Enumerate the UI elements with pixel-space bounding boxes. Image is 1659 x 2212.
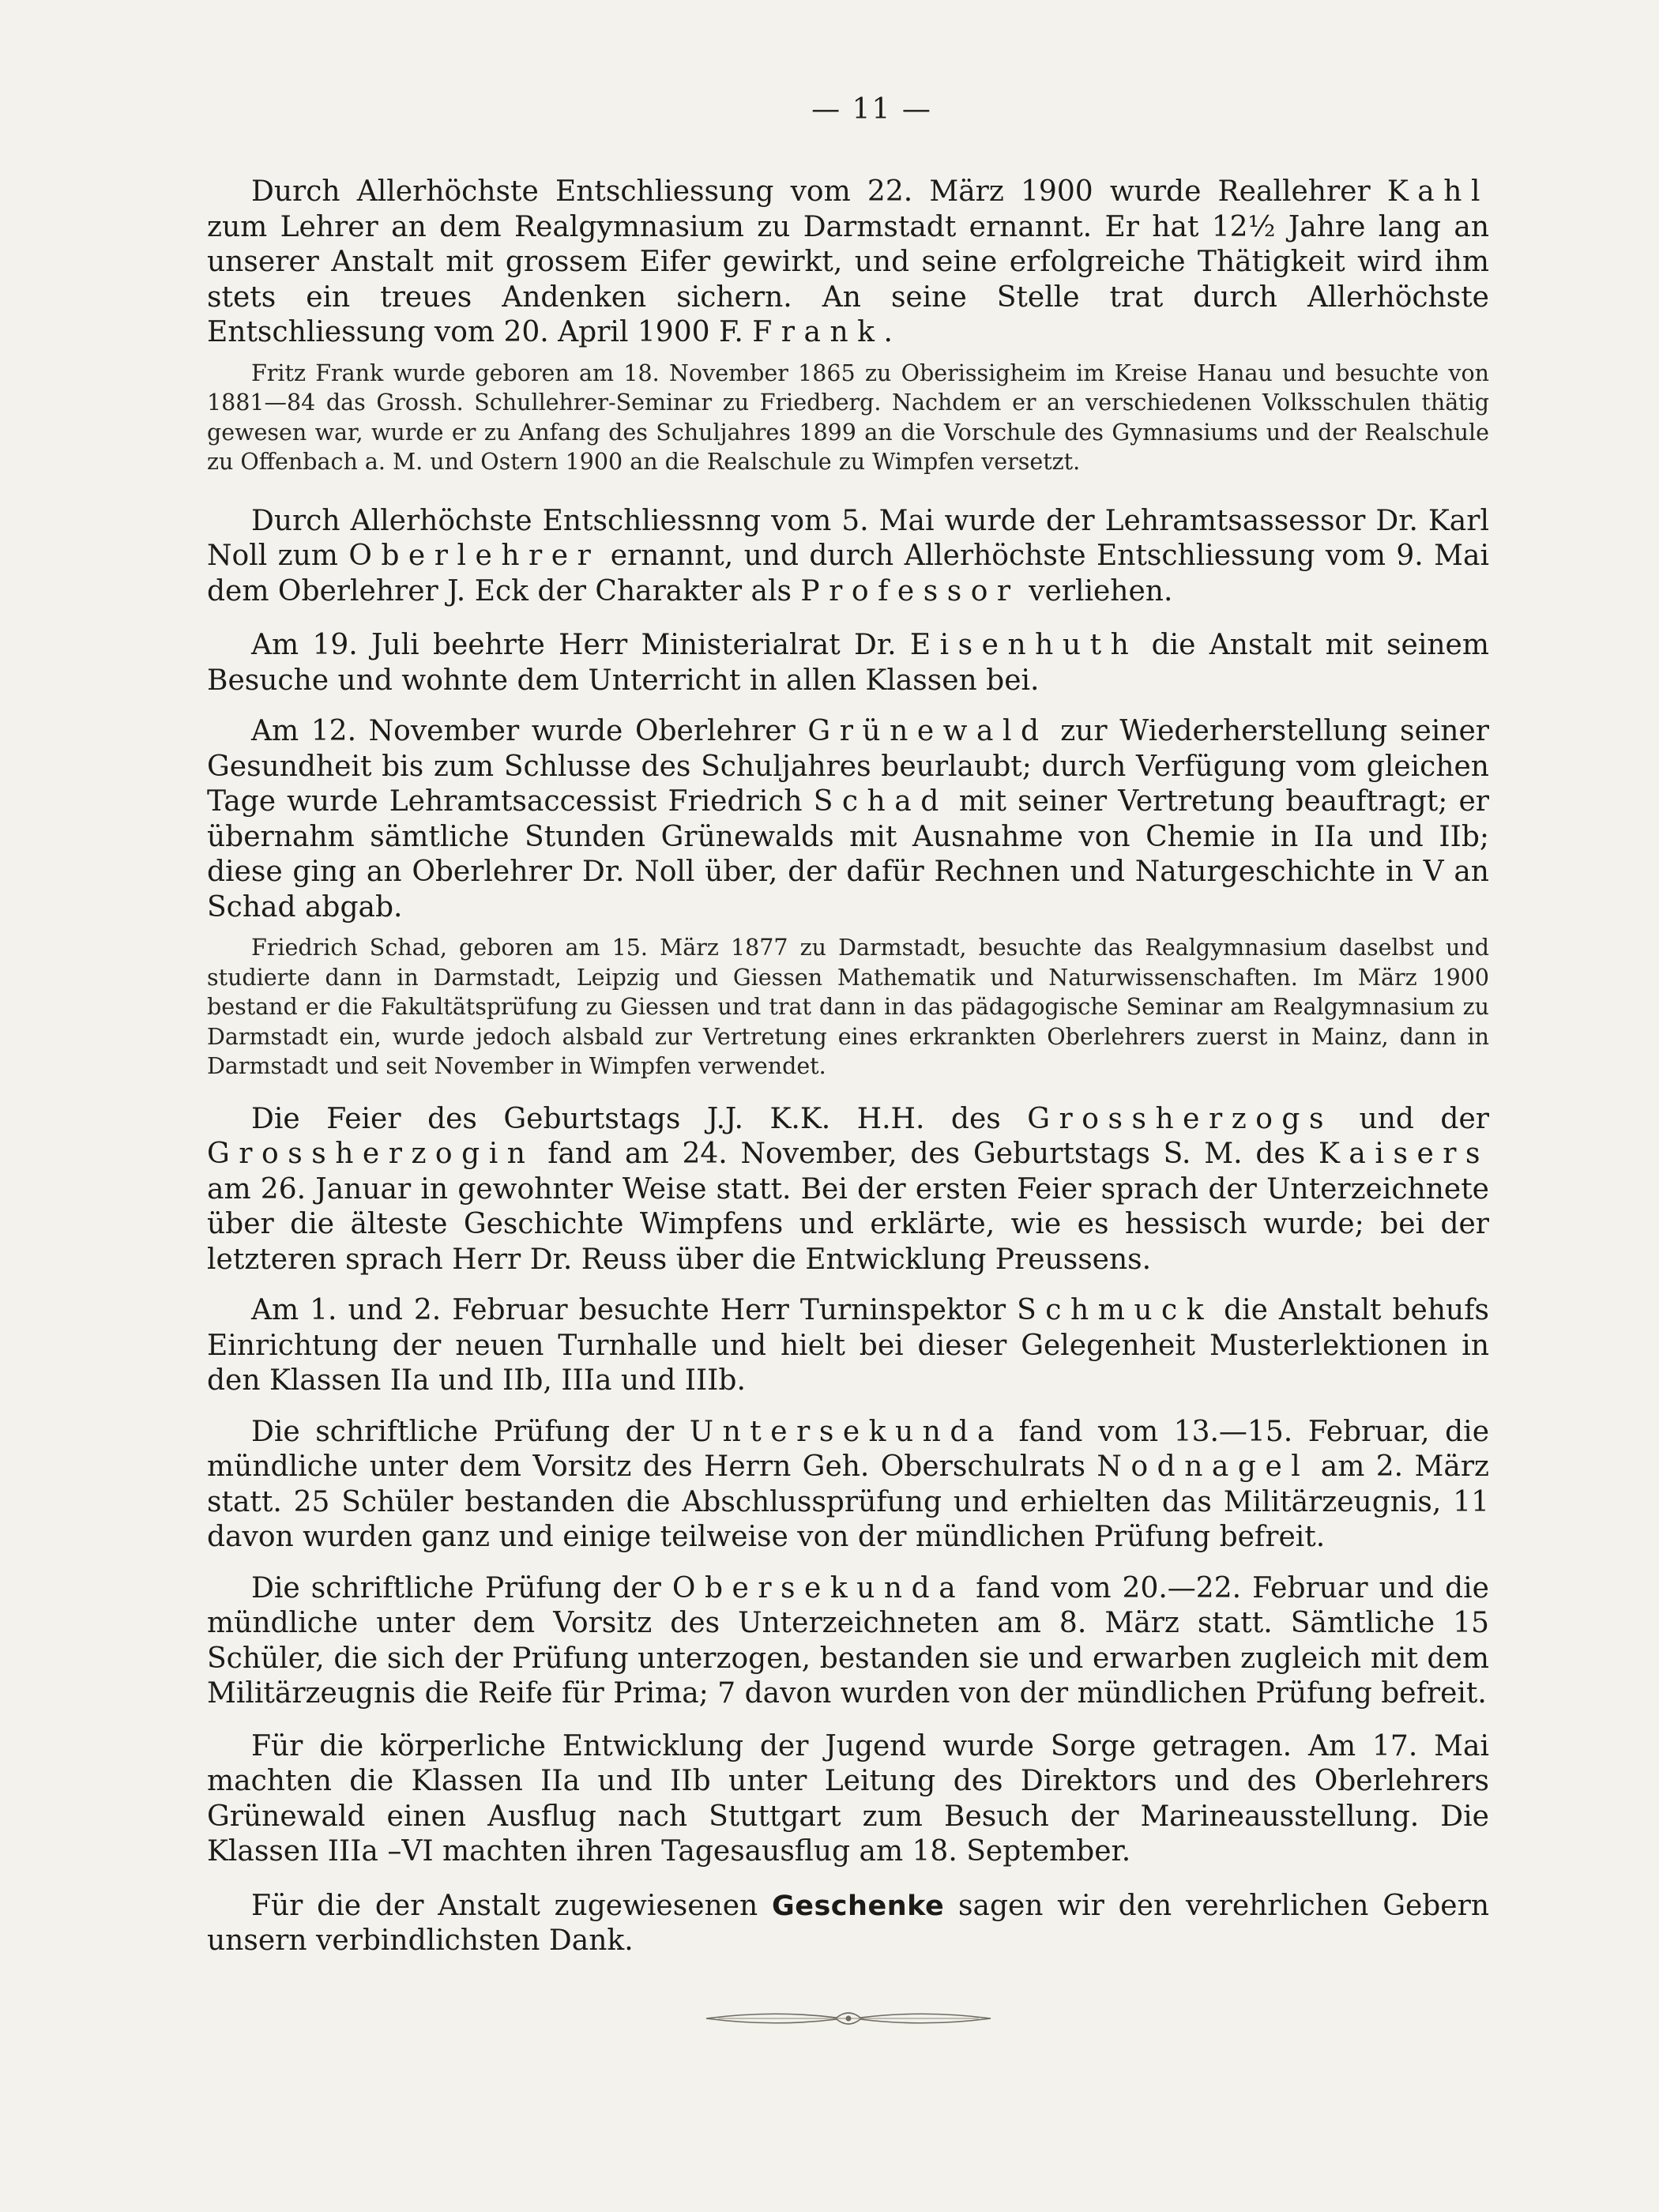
text-run: fand vom 20.—22. Februar und die mündliche unter dem Vorsitz des Unterzeichneten am 8. März statt. Sämtliche 15 Schüler, die sich der Prüfung unterzogen, bestanden sie und erwarben zugleich mit dem Militärzeugnis die Reife für Prima; 7 davon wurden von der mündlichen Prüfung befreit. bbox=[207, 1571, 1489, 1710]
body-paragraph bbox=[207, 175, 1489, 351]
text-run: ernannt, und durch Allerhöchste Entschliessung vom 9. Mai dem Oberlehrer J. Eck der Charakter als bbox=[207, 540, 1489, 608]
spaced-name: Schmuck bbox=[1017, 1294, 1213, 1326]
text-run: Die schriftliche Prüfung der bbox=[251, 1571, 672, 1604]
text-run: Fritz Frank wurde geboren am 18. November 1865 zu Oberissigheim im Kreise Hanau und besuchte von 1881—84 das Grossh. Schullehrer-Seminar zu Friedberg. Nachdem er an verschiedenen Volksschulen thätig gewesen war, wurde er zu Anfang des Schuljahres 1899 an die Vorschule des Gymnasiums und der Realschule zu Offenbach a. M. und Ostern 1900 an die Realschule zu Wimpfen versetzt. bbox=[207, 359, 1489, 475]
text-run: am 2. März statt. 25 Schüler bestanden die Abschlussprüfung und erhielten das Militärzeugnis, 11 davon wurden ganz und einige teilweise von der mündlichen Prüfung befreit. bbox=[207, 1450, 1490, 1553]
ornament-divider-icon bbox=[702, 2007, 995, 2030]
text-run: Die schriftliche Prüfung der bbox=[251, 1415, 690, 1448]
emphasis-word: Geschenke bbox=[772, 1890, 945, 1922]
body-paragraph bbox=[207, 1571, 1489, 1712]
text-run: die Anstalt mit seinem Besuche und wohnte dem Unterricht in allen Klassen bei. bbox=[207, 629, 1489, 697]
spaced-name: Professor bbox=[800, 574, 1020, 608]
text-run: fand am 24. November, des Geburtstags S. M. des bbox=[534, 1138, 1319, 1170]
body-paragraph bbox=[207, 1293, 1489, 1399]
page-number: — 11 — bbox=[811, 93, 932, 126]
text-run: die Anstalt behufs Einrichtung der neuen Turnhalle und hielt bei dieser Gelegenheit Musterlektionen in den Klassen IIa und IIb, IIIa und IIIb. bbox=[207, 1294, 1489, 1397]
footnote-paragraph bbox=[207, 933, 1489, 1082]
text-run: sagen wir den verehrlichen Gebern unsern verbindlichsten Dank. bbox=[207, 1889, 1490, 1957]
body-paragraph bbox=[207, 714, 1489, 925]
spaced-name: Nodnagel bbox=[1097, 1450, 1310, 1483]
spaced-name: Frank bbox=[752, 316, 884, 348]
text-run: Friedrich Schad, geboren am 15. März 1877 zu Darmstadt, besuchte das Realgymnasium daselbst und studierte dann in Darmstadt, Leipzig und Giessen Mathematik und Naturwissenschaften. Im März 1900 bestand er die Fakultätsprüfung zu Giessen und trat dann in das pädagogische Seminar am Realgymnasium zu Darmstadt ein, wurde jedoch alsbald zur Vertretung eines erkrankten Oberlehrers zuerst in Mainz, dann in Darmstadt und seit November in Wimpfen verwendet. bbox=[207, 935, 1489, 1079]
text-run: Für die körperliche Entwicklung der Jugend wurde Sorge getragen. Am 17. Mai machten die Klassen IIa und IIb unter Leitung des Direktors und des Oberlehrers Grünewald einen Ausflug nach Stuttgart zum Besuch der Marineausstellung. Die Klassen IIIa –VI machten ihren Tagesausflug am 18. September. bbox=[207, 1729, 1489, 1868]
text-run: fand vom 13.—15. Februar, die mündliche unter dem Vorsitz des Herrn Geh. Oberschulrats bbox=[207, 1415, 1490, 1483]
text-run: mit seiner Vertretung beauftragt; er übernahm sämtliche Stunden Grünewalds mit Ausnahme von Chemie in IIa und IIb; diese ging an Oberlehrer Dr. Noll über, der dafür Rechnen und Naturgeschichte in V an Schad abgab. bbox=[207, 785, 1490, 924]
text-run: zur Wiederherstellung seiner Gesundheit bis zum Schlusse des Schuljahres beurlaubt; durch Verfügung vom gleichen Tage wurde Lehramtsaccessist Friedrich bbox=[207, 715, 1489, 818]
body-paragraph bbox=[207, 1729, 1489, 1870]
body-paragraph bbox=[207, 1889, 1489, 1959]
text-run: Die Feier des Geburtstags J.J. K.K. H.H. des bbox=[251, 1102, 1028, 1135]
spaced-name: Grossherzogs bbox=[1027, 1102, 1333, 1135]
body-paragraph bbox=[207, 628, 1489, 698]
spaced-name: Grünewald bbox=[807, 715, 1048, 747]
spaced-name: Untersekunda bbox=[689, 1415, 1003, 1448]
text-run: Für die der Anstalt zugewiesenen bbox=[251, 1889, 772, 1922]
footnote-paragraph bbox=[207, 359, 1489, 477]
spaced-name: Oberlehrer bbox=[348, 540, 600, 572]
text-run: am 26. Januar in gewohnter Weise statt. Bei der ersten Feier sprach der Unterzeichnete über die älteste Geschichte Wimpfens und erklärte, wie es hessisch wurde; bei der letzteren sprach Herr Dr. Reuss über die Entwicklung Preussens. bbox=[207, 1172, 1489, 1276]
text-run: und der bbox=[1332, 1102, 1489, 1135]
spaced-name: Eisenhuth bbox=[909, 629, 1138, 661]
spaced-name: Schad bbox=[813, 785, 948, 818]
spaced-name: Kahl bbox=[1386, 175, 1489, 208]
body-paragraph bbox=[207, 1415, 1489, 1556]
text-run: Am 1. und 2. Februar besuchte Herr Turninspektor bbox=[251, 1294, 1018, 1326]
spaced-name: Kaisers bbox=[1319, 1138, 1489, 1170]
spaced-name: Grossherzogin bbox=[207, 1138, 535, 1170]
body-paragraph bbox=[207, 1102, 1489, 1278]
body-text bbox=[207, 175, 1489, 1959]
text-run: Am 12. November wurde Oberlehrer bbox=[251, 715, 808, 747]
text-run: Durch Allerhöchste Entschliessung vom 22. März 1900 wurde Reallehrer bbox=[251, 175, 1387, 208]
text-run: Durch Allerhöchste Entschliessnng vom 5. Mai wurde der Lehramtsassessor Dr. Karl Noll zum bbox=[207, 504, 1489, 572]
text-run: zum Lehrer an dem Realgymnasium zu Darmstadt ernannt. Er hat 12½ Jahre lang an unserer Anstalt mit grossem Eifer gewirkt, und seine erfolgreiche Thätigkeit wird ihm stets ein treues Andenken sichern. An seine Stelle trat durch Allerhöchste Entschliessung vom 20. April 1900 F. bbox=[207, 210, 1489, 348]
spaced-name: Obersekunda bbox=[672, 1571, 965, 1604]
body-paragraph bbox=[207, 504, 1489, 610]
text-run: Am 19. Juli beehrte Herr Ministerialrat Dr. bbox=[251, 629, 910, 661]
text-run: . bbox=[883, 316, 893, 348]
text-run: verliehen. bbox=[1019, 574, 1173, 608]
